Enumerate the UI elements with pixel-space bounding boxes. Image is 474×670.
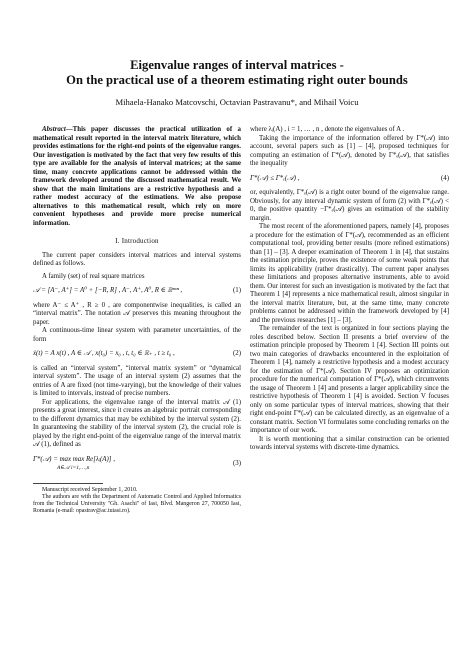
equation-subscript: A∈𝒜 i=1,…,n: [57, 465, 90, 471]
equation-body: ẋ(t) = A x(t) , A ∈ 𝒜 , x(t₀) = x₀ , t, t₀ ∈ ℝ₊ , t ≥ t₀ ,: [33, 350, 175, 357]
paragraph: The current paper considers interval matrices and interval systems defined as follows.: [33, 251, 241, 267]
paragraph: where λᵢ(A) , i = 1, … , n , denote the eigenvalues of A .: [250, 126, 405, 133]
paragraph: Taking the importance of the information offered by Γ*(𝒜) into account, several papers such as [1] – [4], proposed techniques for computing an estimation of Γ*(𝒜), denoted by Γ*ₑ(𝒜), that satisfies the inequality: [250, 134, 449, 167]
right-column: [250, 126, 449, 453]
paragraph: or, equivalently, Γ*ₑ(𝒜) is a right outer bound of the eigenvalue range. Obviously, for any interval dynamic system of form (2) with Γ*ₑ(𝒜) < 0, the positive quantity −Γ*ₑ(𝒜) gives an estimation of the stability margin.: [250, 189, 449, 222]
equation-3: [33, 456, 241, 473]
paragraph: The most recent of the aforementioned papers, namely [4], proposes a procedure for the estimation of Γ*(𝒜), recommended as an efficient computational tool, providing better results (more refined estimations) than [1] – [3]. A deeper examination of Theorem 1 in [4], that sustains the estimation principle, proves the existence of some weak points that limits its applicability (rather drastically). The current paper analyses these limitations and proposes alternative instruments, able to avoid them. Our interest for such an investigation is motivated by the fact that Theorem 1 [4] represents a nice mathematical result, almost singular in the interval matrix literature, but, at the same time, many concrete problems cannot be addressed within the framework developed by [4] and the previous researches [1] – [3].: [250, 223, 449, 324]
author-list: Mihaela-Hanako Matcovschi, Octavian Pastravanu*, and Mihail Voicu: [115, 97, 359, 107]
equation-number: (3): [232, 459, 241, 467]
paragraph: A continuous-time linear system with parameter uncertainties, of the form: [33, 327, 241, 343]
equation-body: 𝒜 = [A⁻, A⁺] = A⁰ + [−R, R] , A⁻, A⁺, A⁰, R ∈ ℝⁿˣⁿ ,: [33, 287, 183, 294]
footnote: The authors are with the Department of Automatic Control and Applied Informatics from the Technical University "Gh. Asachi" of Iasi, Blvd. Mangeron 27, 700050 Iasi, Romania (e-mail: opastrav@ac.tuiasi.ro).: [33, 493, 241, 514]
abstract-label: Abstract: [42, 126, 66, 133]
equation-body: [33, 456, 115, 473]
paragraph: A family (set) of real square matrices: [42, 272, 145, 280]
paragraph: where A⁻ ≤ A⁺ , R ≥ 0 , are componentwise inequalities, is called an “interval matrix”. The notation 𝒜 preserves this meaning throughout the paper.: [33, 301, 241, 326]
equation-body: Γ*(𝒜) ≤ Γ*ₑ(𝒜) ,: [250, 174, 300, 182]
abstract-text: —This paper discusses the practical utilization of a mathematical result reported in the interval matrix literature, which provides estimations for the right-end points of the eigenvalue ranges. Our investigation is motivated by the fact that very few results of this type are available for the analysis of interval matrices; at the same time, many concrete applications cannot be addressed within the framework developed around the discussed mathematical result. We show that the main limitations are a restrictive hypothesis and a rather modest accuracy of the estimations. We also propose alternatives to this mathematical result, which rely on more convenient hypotheses and provide more precise numerical information.: [33, 126, 241, 227]
equation-number: (2): [232, 350, 241, 357]
equation-4: [250, 175, 449, 184]
section-heading-introduction: I. Introduction: [115, 237, 159, 245]
paper-title-line-2: On the practical use of a theorem estimating right outer bounds: [66, 73, 408, 87]
paragraph: The remainder of the text is organized in four sections playing the roles described below. Section II presents a brief overview of the estimation principle proposed by Theorem 1 [4]. Section III points out two main categories of drawbacks encountered in the exploitation of Theorem 1 [4], namely a restrictive hypothesis and a modest accuracy for the estimation of Γ*(𝒜). Section IV proposes an optimization procedure for the numerical computation of Γ*(𝒜), which circumvents the usage of Theorem 1 [4] and presents a larger applicability since the restrictive hypothesis of Theorem 1 [4] is avoided. Section V focuses only on some particular types of interval matrices, showing that their right end-point Γ*(𝒜) can be calculated directly, as an eigenvalue of a constant matrix. Section VI formulates some concluding remarks on the importance of our work.: [250, 325, 449, 434]
paragraph: It is worth mentioning that a similar construction can be oriented towards interval systems with discrete-time dynamics.: [250, 435, 449, 451]
footnote-divider: [33, 483, 103, 484]
equation-1: [33, 287, 241, 296]
paragraph: is called an “interval system”, “interval matrix system” or “dynamical interval system”. The usage of an interval system (2) assumes that the entries of A are fixed (not time-varying), but the knowledge of their values is limited to intervals, instead of precise numbers.: [33, 364, 241, 397]
equation-2: [33, 350, 241, 359]
paper-title-line-1: Eigenvalue ranges of interval matrices -: [130, 58, 344, 72]
equation-number: (1): [232, 287, 241, 294]
footnote: Manuscript received September 1, 2010.: [42, 486, 138, 493]
equation-number: (4): [440, 174, 449, 182]
left-column: [33, 126, 241, 515]
abstract: [33, 126, 241, 228]
paragraph: For applications, the eigenvalue range of the interval matrix 𝒜 (1) presents a great interest, since it creates an algebraic portrait corresponding to the different dynamics that may be exhibited by the interval system (2). In guaranteeing the stability of the interval system (2), the crucial role is played by the right end-point of the eigenvalue range of the interval matrix 𝒜 (1), defined as: [33, 398, 241, 448]
equation-main: Γ*(𝒜) = max max Re[λᵢ(A)] ,: [33, 455, 115, 463]
